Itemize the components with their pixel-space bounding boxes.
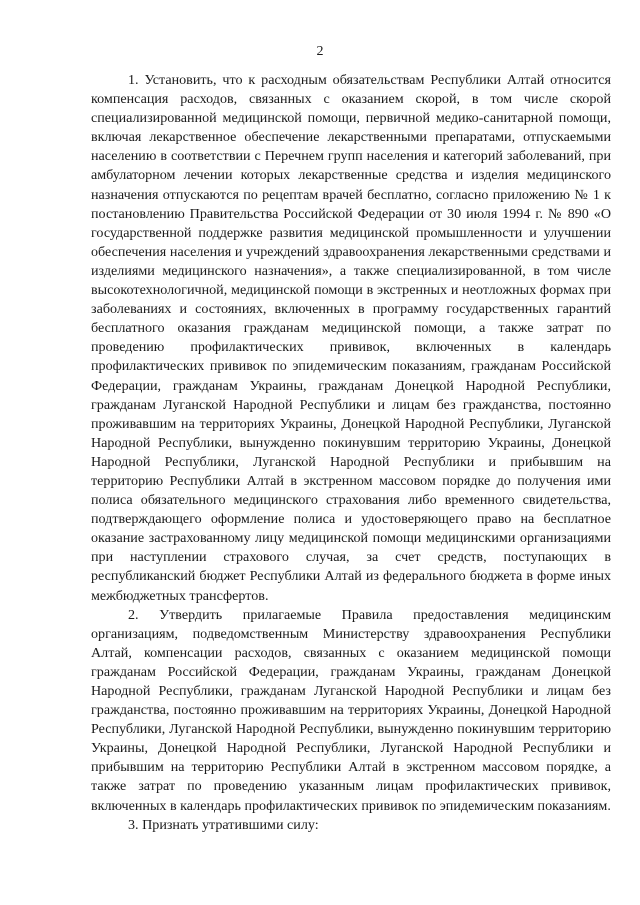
paragraph-2: 2. Утвердить прилагаемые Правила предоставления медицинским организациям, подведомственным Министерству здравоохранения Республики Алтай, компенсации расходов, связанных с оказанием медицинской помощи гражданам Российской Федерации, гражданам Украины, гражданам Донецкой Народной Республики, гражданам Луганской Народной Республики и лицам без гражданства, постоянно проживавшим на территориях Украины, Донецкой Народной Республики, Луганской Народной Республики, вынужденно покинувшим территорию Украины, Донецкой Народной Республики, Луганской Народной Республики и прибывшим на территорию Республики Алтай в экстренном массовом порядке, а также затрат по проведению указанным лицам профилактических прививок, включенных в календарь профилактических прививок по эпидемическим показаниям. (91, 606, 611, 814)
document-body (91, 71, 611, 835)
page-number: 2 (316, 44, 324, 59)
paragraph-1: 1. Установить, что к расходным обязательствам Республики Алтай относится компенсация расходов, связанных с оказанием скорой, в том числе скорой специализированной медицинской помощи, первичной медико-санитарной помощи, включая лекарственное обеспечение лекарственными препаратами, отпускаемыми населению в соответствии с Перечнем групп населения и категорий заболеваний, при амбулаторном лечении которых лекарственные средства и изделия медицинского назначения отпускаются по рецептам врачей бесплатно, согласно приложению № 1 к постановлению Правительства Российской Федерации от 30 июля 1994 г. № 890 «О государственной поддержке развития медицинской промышленности и улучшении обеспечения населения и учреждений здравоохранения лекарственными средствами и изделиями медицинского назначения», а также специализированной, в том числе высокотехнологичной, медицинской помощи в экстренных и неотложных формах при заболеваниях и состояниях, включенных в программу государственных гарантий бесплатного оказания гражданам медицинской помощи, а также затрат по проведению профилактических прививок, включенных в календарь профилактических прививок по эпидемическим показаниям, гражданам Российской Федерации, гражданам Украины, гражданам Донецкой Народной Республики, гражданам Луганской Народной Республики и лицам без гражданства, постоянно проживавшим на территориях Украины, Донецкой Народной Республики, Луганской Народной Республики, вынужденно покинувшим территорию Украины, Донецкой Народной Республики, Луганской Народной Республики и прибывшим на территорию Республики Алтай в экстренном массовом порядке до получения ими полиса обязательного медицинского страхования либо временного свидетельства, подтверждающего оформление полиса и удостоверяющего право на бесплатное оказание застрахованному лицу медицинской помощи медицинскими организациями при наступлении страхового случая, за счет средств, поступающих в республиканский бюджет Республики Алтай из федерального бюджета в форме иных межбюджетных трансфертов. (91, 72, 611, 604)
paragraph-3: 3. Признать утратившими силу: (128, 816, 319, 833)
